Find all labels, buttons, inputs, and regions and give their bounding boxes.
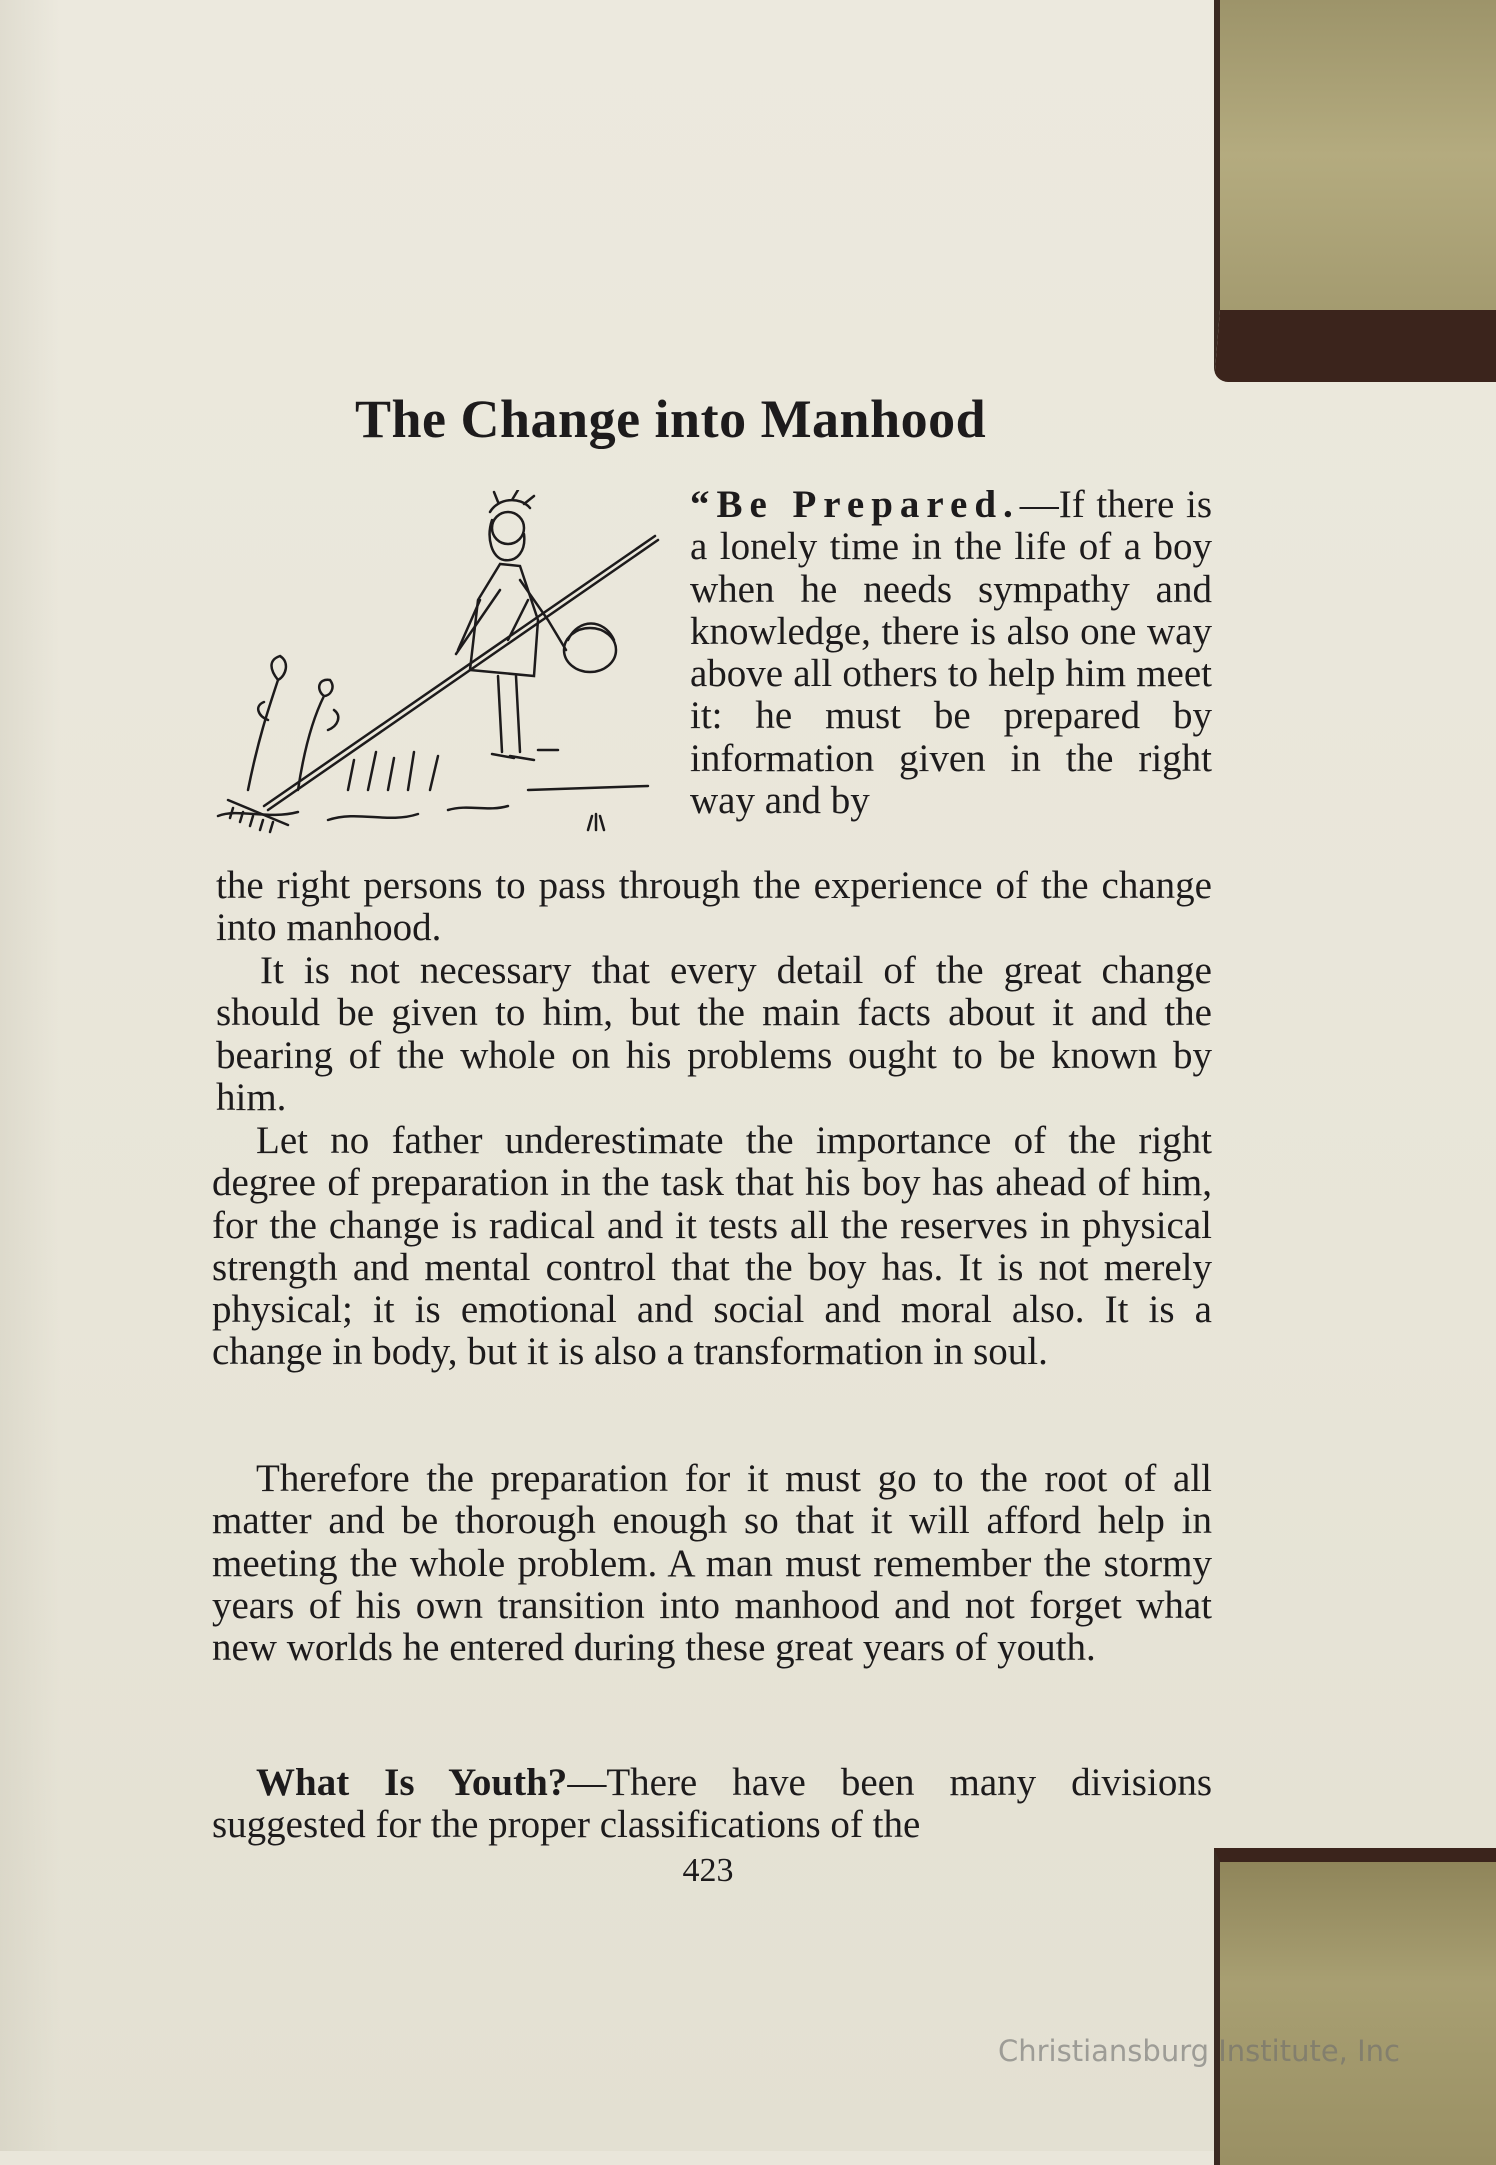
be-prepared-heading: “Be Prepared. bbox=[690, 483, 1020, 526]
page-number: 423 bbox=[682, 1852, 734, 1889]
what-is-youth-heading: What Is Youth? bbox=[256, 1761, 568, 1804]
paragraph-therefore: Therefore the preparation for it must go to the root of all matter and be thorough enough so that it will afford help in meeting the whole problem. A man must remember the stormy years of his own transition into manhood and not forget what new worlds he entered during these great years of youth. bbox=[212, 1457, 1212, 1670]
paragraph-what-is-youth bbox=[212, 1762, 1212, 1847]
chapter-title: The Change into Manhood bbox=[355, 389, 987, 449]
paragraph-not-necessary: It is not necessary that every detail of the great change should be given to him, but the main facts about it and the bearing of the whole on his problems ought to be known by him. bbox=[216, 949, 1212, 1119]
watermark: Christiansburg Institute, Inc bbox=[998, 2034, 1400, 2068]
paragraph-be-prepared bbox=[690, 484, 1212, 822]
be-prepared-text: —If there is a lonely time in the life of a boy when he needs sympathy and knowledge, there is also one way above all others to help him meet it: he must be prepared by information given in the right way and by bbox=[690, 483, 1212, 823]
girl-with-rake-illustration-icon bbox=[208, 490, 664, 842]
page-tab-top bbox=[1214, 0, 1496, 382]
page-tab-bottom bbox=[1214, 1848, 1496, 2165]
paragraph-be-prepared-continued: the right persons to pass through the experience of the change into manhood. bbox=[216, 864, 1212, 950]
what-is-youth-text: —There have been many divisions suggested for the proper classifications of the bbox=[212, 1761, 1212, 1847]
paragraph-let-no-father: Let no father underestimate the importance of the right degree of preparation in the task that his boy has ahead of him, for the change is radical and it tests all the reserves in physical strength and mental control that the boy has. It is not merely physical; it is emotional and social and moral also. It is a change in body, but it is also a transformation in soul. bbox=[212, 1119, 1212, 1374]
